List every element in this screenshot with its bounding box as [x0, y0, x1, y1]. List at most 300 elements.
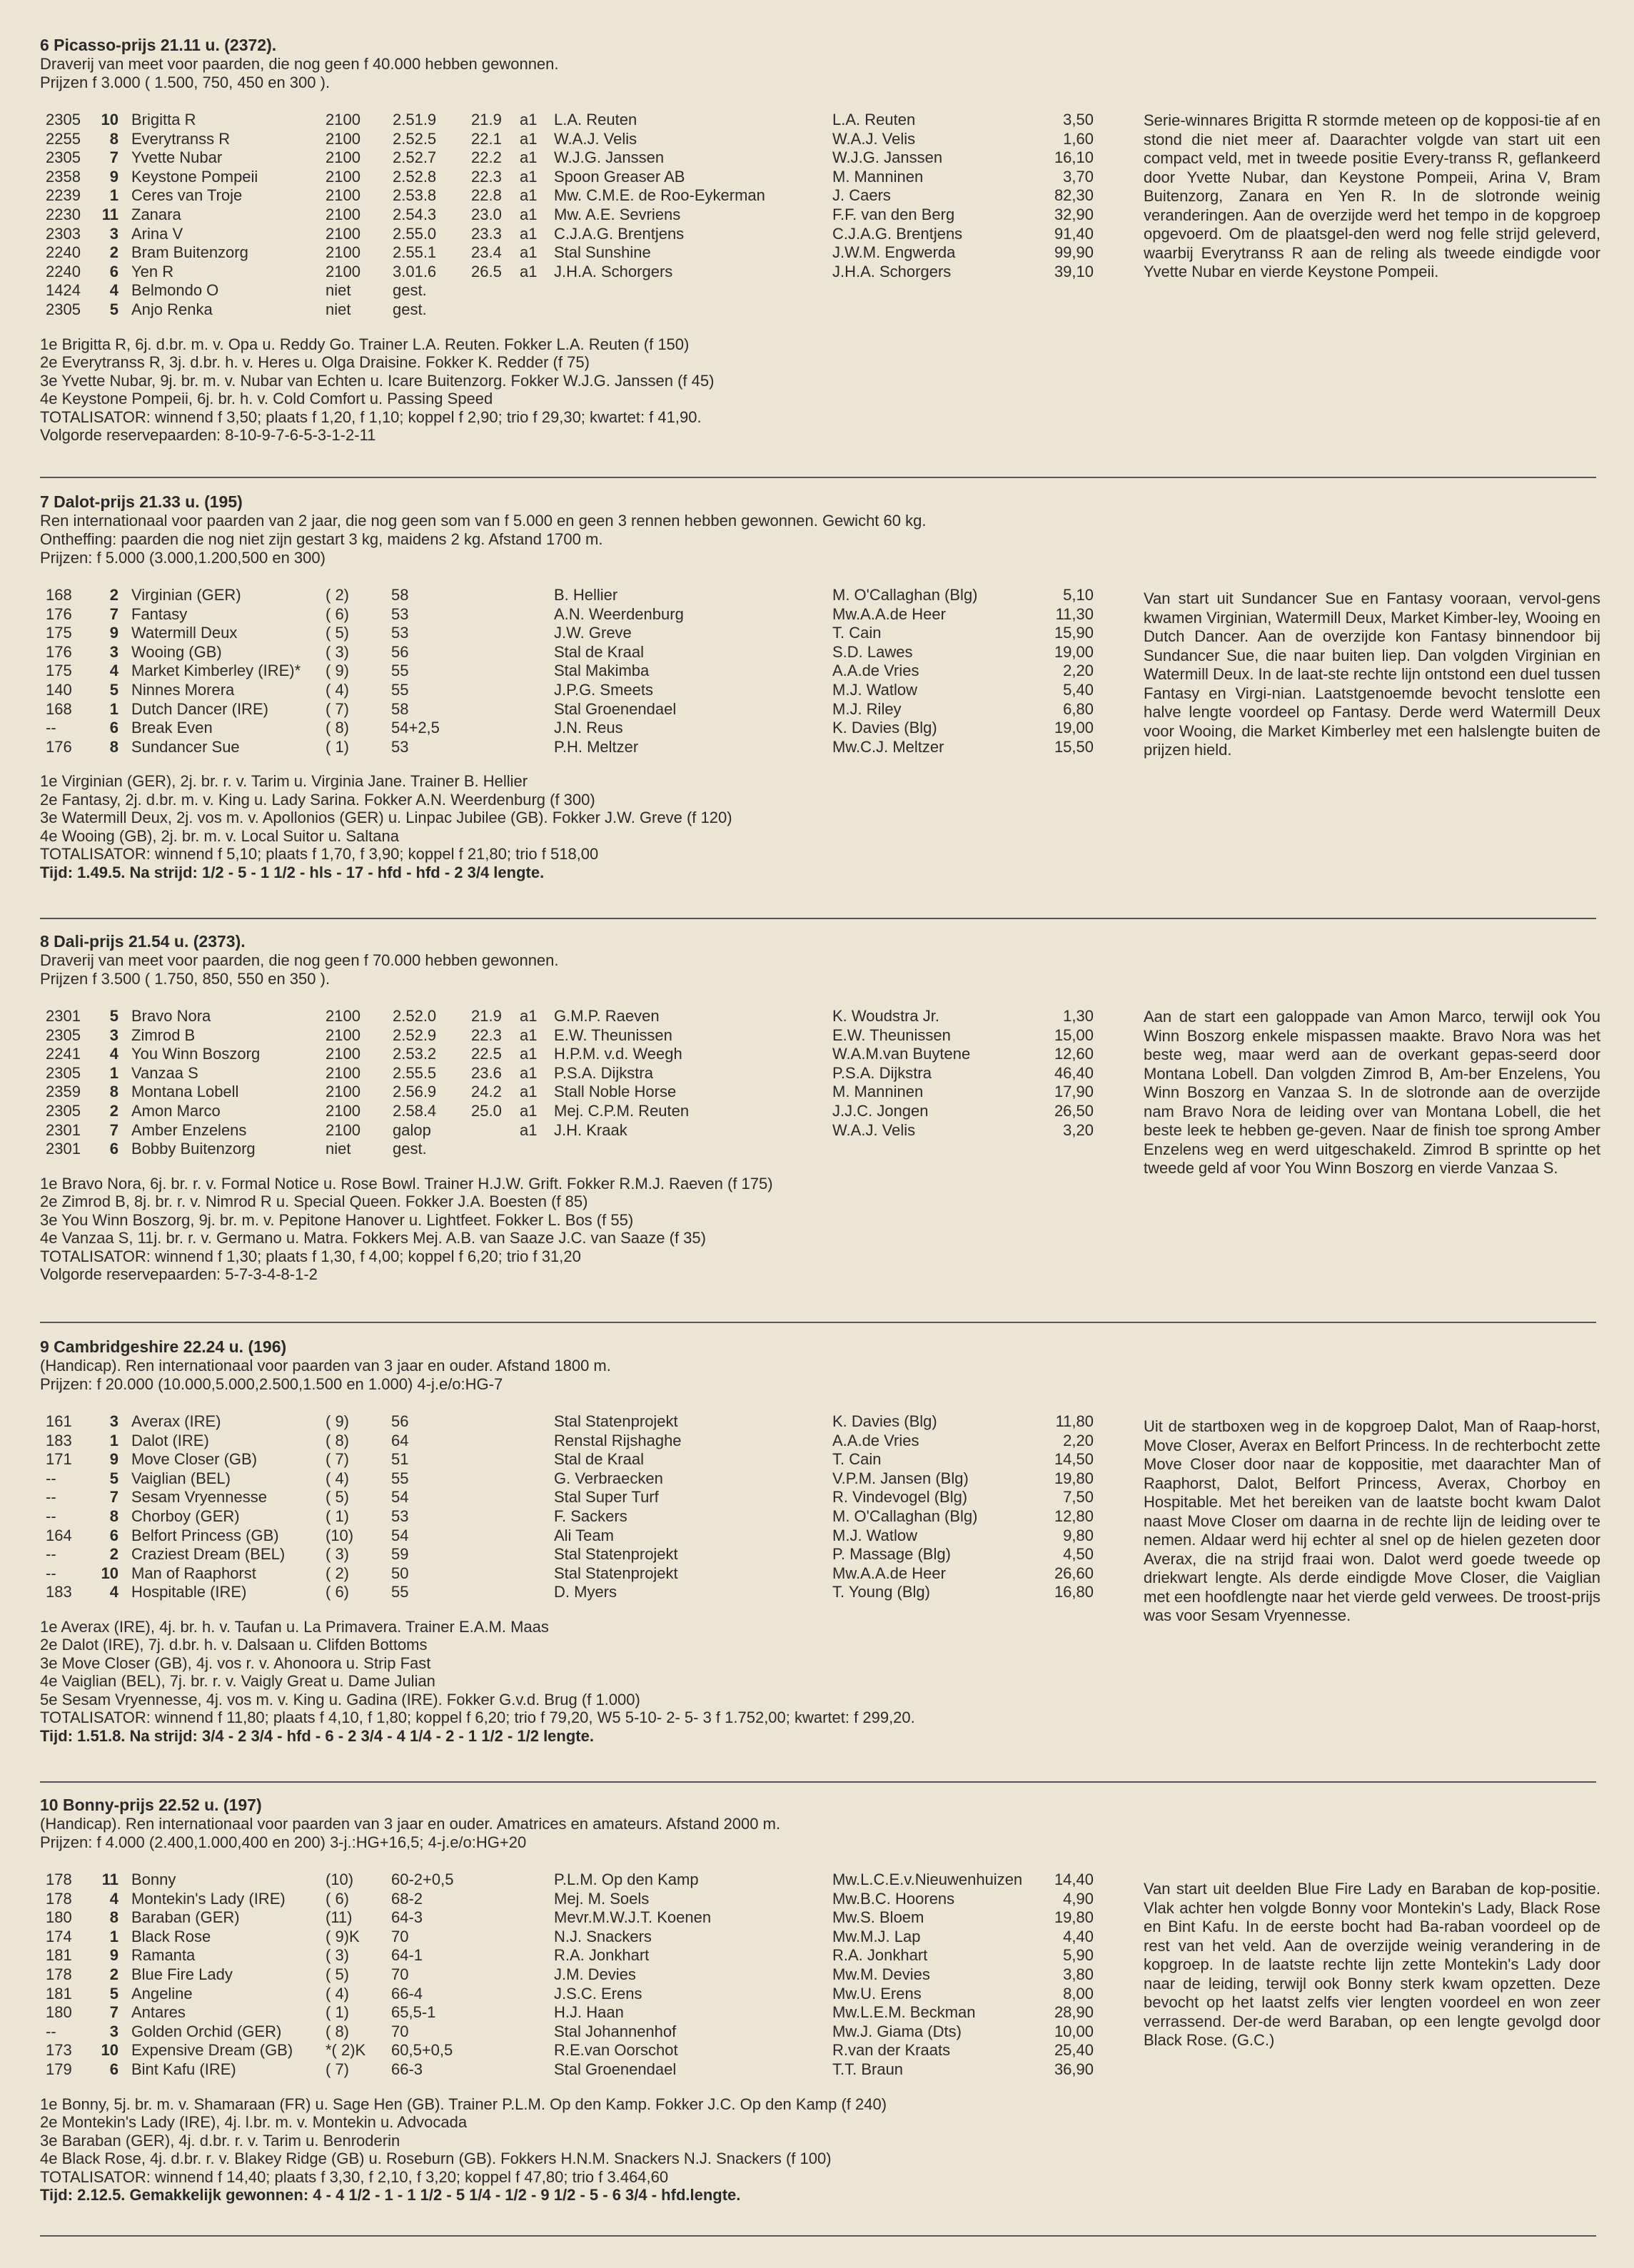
- owner: F. Sackers: [554, 1507, 627, 1525]
- jockey: Mw.J. Giama (Dts): [832, 2022, 962, 2040]
- start-number: 8: [109, 1083, 118, 1101]
- owner: J.H. Kraak: [554, 1120, 627, 1139]
- start-type: a1: [520, 1063, 538, 1082]
- weight: 65,5-1: [391, 2003, 436, 2022]
- note-line: TOTALISATOR: winnend f 11,80; plaats f 4,10, f 1,80; koppel f 6,20; trio f 79,20, W5 5-10- 2- 5- 3 f 1.752,00; kwartet: f 299,20.: [40, 1708, 915, 1727]
- jockey: T. Cain: [832, 624, 882, 642]
- start-number: 3: [109, 1026, 118, 1044]
- km-time: 21.9: [471, 1007, 502, 1025]
- owner: P.S.A. Dijkstra: [554, 1063, 653, 1082]
- distance: 2100: [326, 186, 360, 205]
- horse-name: Fantasy: [131, 604, 188, 623]
- jockey: Mw.M.J. Lap: [832, 1927, 921, 1945]
- horse-name: Ninnes Morera: [131, 680, 235, 699]
- horse-name: Black Rose: [131, 1927, 211, 1945]
- distance: 2100: [326, 111, 360, 128]
- time: 2.51.9: [393, 111, 437, 128]
- weight: 54: [391, 1488, 409, 1507]
- note-line: 2e Everytranss R, 3j. d.br. h. v. Heres u. Olga Draisine. Fokker K. Redder (f 75): [40, 353, 590, 372]
- km-time: 23.3: [471, 224, 502, 243]
- note-line: Volgorde reservepaarden: 8-10-9-7-6-5-3-1-2-11: [40, 426, 376, 445]
- post-position: ( 5): [326, 1488, 349, 1507]
- start-type: a1: [520, 167, 538, 186]
- start-type: a1: [520, 262, 538, 280]
- odds: 3,50: [1063, 111, 1094, 128]
- owner: R.A. Jonkhart: [554, 1946, 650, 1965]
- prev-race: --: [46, 1507, 56, 1525]
- prev-race: 2240: [46, 243, 81, 262]
- note-line: 4e Keystone Pompeii, 6j. br. h. v. Cold Comfort u. Passing Speed: [40, 390, 493, 408]
- horse-name: Vanzaa S: [131, 1063, 198, 1082]
- prev-race: 176: [46, 737, 72, 756]
- prev-race: 140: [46, 680, 72, 699]
- driver: W.A.J. Velis: [832, 129, 916, 148]
- race-notes: [40, 1618, 1596, 1746]
- owner: Stal Sunshine: [554, 243, 651, 262]
- odds: 36,90: [1054, 2060, 1094, 2078]
- odds: 4,50: [1063, 1545, 1094, 1564]
- start-number: 5: [109, 1984, 118, 2003]
- note-line: 3e Move Closer (GB), 4j. vos r. v. Ahonoora u. Strip Fast: [40, 1654, 431, 1672]
- km-time: 26.5: [471, 262, 502, 280]
- odds: 5,40: [1063, 680, 1094, 699]
- prev-race: 180: [46, 1908, 72, 1927]
- jockey: V.P.M. Jansen (Blg): [832, 1469, 969, 1487]
- start-number: 4: [109, 662, 118, 680]
- start-type: a1: [520, 1101, 538, 1120]
- odds: 16,10: [1054, 148, 1094, 167]
- jockey: T.T. Braun: [832, 2060, 904, 2078]
- distance: 2100: [326, 1083, 360, 1101]
- owner: Stal Johannenhof: [554, 2022, 677, 2040]
- horse-name: Dutch Dancer (IRE): [131, 699, 268, 718]
- horse-name: Anjo Renka: [131, 300, 213, 318]
- prev-race: 2305: [46, 300, 81, 318]
- odds: 8,00: [1063, 1984, 1094, 2003]
- post-position: ( 8): [326, 719, 349, 737]
- start-number: 1: [109, 186, 118, 205]
- driver: J. Caers: [832, 186, 891, 205]
- horse-name: Amon Marco: [131, 1101, 221, 1120]
- odds: 4,40: [1063, 1927, 1094, 1945]
- note-line: 3e Watermill Deux, 2j. vos m. v. Apollonios (GER) u. Linpac Jubilee (GB). Fokker J.W. Greve (f 120): [40, 809, 732, 827]
- start-number: 9: [109, 1946, 118, 1965]
- owner: H.J. Haan: [554, 2003, 624, 2022]
- odds: 3,70: [1063, 167, 1094, 186]
- odds: 15,50: [1054, 737, 1094, 756]
- race-conditions: Ren internationaal voor paarden van 2 jaar, die nog geen som van f 5.000 en geen 3 rennen hebben gewonnen. Gewicht 60 kg.: [40, 512, 927, 530]
- race-title: 10 Bonny-prijs 22.52 u. (197): [40, 1796, 262, 1814]
- start-number: 1: [109, 699, 118, 718]
- odds: 17,90: [1054, 1083, 1094, 1101]
- note-line: Volgorde reservepaarden: 5-7-3-4-8-1-2: [40, 1265, 318, 1284]
- note-line: 2e Dalot (IRE), 7j. d.br. h. v. Dalsaan u. Clifden Bottoms: [40, 1636, 428, 1654]
- owner: W.A.J. Velis: [554, 129, 637, 148]
- time-margins: Tijd: 1.49.5. Na strijd: 1/2 - 5 - 1 1/2 - hls - 17 - hfd - hfd - 2 3/4 lengte.: [40, 863, 545, 881]
- horse-name: Amber Enzelens: [131, 1120, 247, 1139]
- horse-name: Bravo Nora: [131, 1007, 211, 1025]
- prev-race: 183: [46, 1583, 72, 1601]
- horse-name: Arina V: [131, 224, 183, 243]
- distance: 2100: [326, 1101, 360, 1120]
- horse-name: Belfort Princess (GB): [131, 1526, 279, 1544]
- start-type: a1: [520, 243, 538, 262]
- note-line: 1e Virginian (GER), 2j. br. r. v. Tarim u. Virginia Jane. Trainer B. Hellier: [40, 772, 528, 791]
- time: 2.52.7: [393, 148, 437, 167]
- time: 2.52.5: [393, 129, 437, 148]
- jockey: Mw.L.C.E.v.Nieuwenhuizen: [832, 1870, 1023, 1888]
- race-commentary: Aan de start een galoppade van Amon Marco, terwijl ook You Winn Boszorg enkele mispassen maakte. Bravo Nora was het beste weg, maar werd aan de overkant gepas-seerd door Montana Lobell. Dan volgden Zimrod B, Am-ber Enzelens, You Winn Boszorg en Vanzaa S. In de slotronde aan de overzijde nam Bravo Nora de leiding over van Montana Lobell, die het beste leek te hebben ge-geven. Naar de finish toe sprong Amber Enzelens weg en werd uitgeschakeld. Zimrod B sprintte op het tweede geld af voor You Winn Boszorg en vierde Vanzaa S.: [1144, 1008, 1600, 1177]
- owner: W.J.G. Janssen: [554, 148, 665, 167]
- weight: 60-2+0,5: [391, 1870, 454, 1888]
- owner: Mej. C.P.M. Reuten: [554, 1101, 690, 1120]
- horse-name: Chorboy (GER): [131, 1507, 240, 1525]
- weight: 70: [391, 1965, 409, 1983]
- weight: 54: [391, 1526, 409, 1544]
- prev-race: 179: [46, 2060, 72, 2078]
- prev-race: 175: [46, 662, 72, 680]
- driver: P.S.A. Dijkstra: [832, 1063, 932, 1082]
- distance: 2100: [326, 262, 360, 280]
- prev-race: 2301: [46, 1140, 81, 1158]
- note-line: 4e Black Rose, 4j. d.br. r. v. Blakey Ridge (GB) u. Roseburn (GB). Fokkers H.N.M. Snackers N.J. Snackers (f 100): [40, 2150, 832, 2168]
- race-notes: [40, 335, 1596, 445]
- distance: niet: [326, 281, 351, 300]
- start-type: a1: [520, 205, 538, 223]
- driver: F.F. van den Berg: [832, 205, 955, 223]
- note-line: 4e Vanzaa S, 11j. br. r. v. Germano u. Matra. Fokkers Mej. A.B. van Saaze J.C. van Saaze (f 35): [40, 1229, 706, 1247]
- jockey: T. Young (Blg): [832, 1583, 930, 1601]
- driver: K. Woudstra Jr.: [832, 1007, 939, 1025]
- note-line: 1e Bonny, 5j. br. m. v. Shamaraan (FR) u. Sage Hen (GB). Trainer P.L.M. Op den Kamp. Fokker J.C. Op den Kamp (f 240): [40, 2095, 887, 2113]
- horse-name: Bint Kafu (IRE): [131, 2060, 236, 2078]
- horse-name: Dalot (IRE): [131, 1431, 209, 1449]
- horse-name: Brigitta R: [131, 111, 196, 128]
- owner: D. Myers: [554, 1583, 617, 1601]
- owner: N.J. Snackers: [554, 1927, 652, 1945]
- race-commentary: Van start uit Sundancer Sue en Fantasy vooraan, vervol-gens kwamen Virginian, Watermill Deux, Market Kimber-ley, Wooing en Dutch Dancer. Aan de overzijde kon Fantasy binnendoor bij Sundancer Sue, die naar buiten liep. Dan volgden Virginian en Watermill Deux. In de laat-ste rechte lijn ontstond een duel tussen Fantasy en Virgi-nian. Laatstgenoemde bevocht tenslotte een halve lengte voordeel op Fantasy. Derde werd Watermill Deux voor Wooing, die Market Kimberley met een halslengte buiten de prijzen hield.: [1144, 589, 1600, 759]
- owner: Stal Groenendael: [554, 699, 677, 718]
- jockey: A.A.de Vries: [832, 1431, 919, 1449]
- owner: Stal Groenendael: [554, 2060, 677, 2078]
- jockey: S.D. Lawes: [832, 642, 913, 661]
- odds: 26,50: [1054, 1101, 1094, 1120]
- prev-race: 164: [46, 1526, 72, 1544]
- race-commentary: Van start uit deelden Blue Fire Lady en Baraban de kop-positie. Vlak achter hen volgde Bonny voor Montekin's Lady, Black Rose en Bint Kafu. In de eerste bocht had Ba-raban voordeel op de rest van het veld. Aan de overzijde weinig verandering in de kopgroep. In de laatste rechte lijn zette Montekin's Lady door naar de leiding, terwijl ook Bonny sterk kwam opzetten. Deze bevocht op het laatst zelfs vier lengten voordeel en won zeer verrassend. Der-de werd Baraban, op een lengte gevolgd door Black Rose. (G.C.): [1144, 1880, 1600, 2049]
- jockey: M. O'Callaghan (Blg): [832, 1507, 978, 1525]
- distance: 2100: [326, 1063, 360, 1082]
- jockey: R. Vindevogel (Blg): [832, 1488, 968, 1507]
- start-number: 10: [101, 111, 118, 128]
- jockey: Mw.M. Devies: [832, 1965, 930, 1983]
- start-number: 8: [109, 737, 118, 756]
- horse-name: Ramanta: [131, 1946, 196, 1965]
- time-margins: Tijd: 2.12.5. Gemakkelijk gewonnen: 4 - 4 1/2 - 1 - 1 1/2 - 5 1/4 - 1/2 - 9 1/2 - 5 - 6 3/4 - hfd.lengte.: [40, 2186, 741, 2204]
- owner: Mej. M. Soels: [554, 1889, 650, 1908]
- odds: 99,90: [1054, 243, 1094, 262]
- distance: 2100: [326, 224, 360, 243]
- prev-race: --: [46, 2022, 56, 2040]
- horse-name: Virginian (GER): [131, 586, 241, 604]
- start-number: 6: [109, 262, 118, 280]
- odds: 39,10: [1054, 262, 1094, 280]
- odds: 14,40: [1054, 1870, 1094, 1888]
- time: 2.53.8: [393, 186, 437, 205]
- post-position: ( 8): [326, 1431, 349, 1449]
- post-position: ( 7): [326, 1450, 349, 1469]
- distance: 2100: [326, 167, 360, 186]
- note-line: 3e Baraban (GER), 4j. d.br. r. v. Tarim u. Benroderin: [40, 2131, 400, 2150]
- start-type: a1: [520, 224, 538, 243]
- post-position: ( 3): [326, 1946, 349, 1965]
- note-line: 1e Bravo Nora, 6j. br. r. v. Formal Notice u. Rose Bowl. Trainer H.J.W. Grift. Fokker R.M.J. Raeven (f 175): [40, 1174, 773, 1193]
- race-notes: [40, 2095, 1596, 2204]
- prev-race: 2239: [46, 186, 81, 205]
- driver: M. Manninen: [832, 1083, 924, 1101]
- odds: 19,80: [1054, 1908, 1094, 1927]
- driver: M. Manninen: [832, 167, 924, 186]
- post-position: (10): [326, 1870, 354, 1888]
- prev-race: 2240: [46, 262, 81, 280]
- start-number: 5: [109, 680, 118, 699]
- horse-name: Everytranss R: [131, 129, 231, 148]
- start-number: 9: [109, 1450, 118, 1469]
- start-number: 1: [109, 1927, 118, 1945]
- km-time: 22.8: [471, 186, 502, 205]
- post-position: ( 9)K: [326, 1927, 360, 1945]
- time: 2.58.4: [393, 1101, 437, 1120]
- post-position: ( 3): [326, 642, 349, 661]
- horse-name: Bram Buitenzorg: [131, 243, 248, 262]
- owner: J.W. Greve: [554, 624, 632, 642]
- start-number: 9: [109, 624, 118, 642]
- km-time: 23.6: [471, 1063, 502, 1082]
- horse-name: Zimrod B: [131, 1026, 196, 1044]
- horse-name: Blue Fire Lady: [131, 1965, 233, 1983]
- time: 2.53.2: [393, 1045, 437, 1063]
- prev-race: 173: [46, 2041, 72, 2060]
- odds: 46,40: [1054, 1063, 1094, 1082]
- owner: J.P.G. Smeets: [554, 680, 653, 699]
- odds: 5,90: [1063, 1946, 1094, 1965]
- prev-race: 168: [46, 699, 72, 718]
- weight: 50: [391, 1564, 409, 1582]
- time: 2.55.5: [393, 1063, 437, 1082]
- start-type: a1: [520, 1045, 538, 1063]
- table-row: [40, 281, 1596, 300]
- post-position: ( 1): [326, 1507, 349, 1525]
- start-number: 8: [109, 1507, 118, 1525]
- note-line: 4e Vaiglian (BEL), 7j. br. r. v. Vaigly Great u. Dame Julian: [40, 1672, 435, 1691]
- start-number: 7: [109, 2003, 118, 2022]
- owner: B. Hellier: [554, 586, 618, 604]
- start-number: 6: [109, 719, 118, 737]
- race-notes: [40, 1175, 1596, 1284]
- weight: 56: [391, 1412, 409, 1430]
- time: 2.56.9: [393, 1083, 437, 1101]
- weight: 64-1: [391, 1946, 423, 1965]
- note-line: 5e Sesam Vryennesse, 4j. vos m. v. King u. Gadina (IRE). Fokker G.v.d. Brug (f 1.000): [40, 1690, 640, 1708]
- odds: 19,00: [1054, 719, 1094, 737]
- odds: 16,80: [1054, 1583, 1094, 1601]
- start-number: 9: [109, 167, 118, 186]
- horse-name: Expensive Dream (GB): [131, 2041, 293, 2060]
- prev-race: 2359: [46, 1083, 81, 1101]
- jockey: Mw.S. Bloem: [832, 1908, 924, 1927]
- horse-name: Bobby Buitenzorg: [131, 1140, 256, 1158]
- post-position: ( 4): [326, 1469, 349, 1487]
- prev-race: --: [46, 1469, 56, 1487]
- post-position: ( 6): [326, 604, 349, 623]
- note-line: 2e Montekin's Lady (IRE), 4j. l.br. m. v. Montekin u. Advocada: [40, 2113, 468, 2132]
- prev-race: 176: [46, 604, 72, 623]
- race-conditions: Draverij van meet voor paarden, die nog geen f 40.000 hebben gewonnen.: [40, 55, 559, 73]
- odds: 12,80: [1054, 1507, 1094, 1525]
- weight: 55: [391, 662, 409, 680]
- km-time: 22.3: [471, 1026, 502, 1044]
- post-position: ( 6): [326, 1889, 349, 1908]
- weight: 59: [391, 1545, 409, 1564]
- post-position: ( 7): [326, 699, 349, 718]
- odds: 5,10: [1063, 586, 1094, 604]
- driver: J.J.C. Jongen: [832, 1101, 929, 1120]
- owner: Renstal Rijshaghe: [554, 1431, 682, 1449]
- post-position: ( 5): [326, 624, 349, 642]
- driver: W.A.J. Velis: [832, 1120, 916, 1139]
- time: gest.: [393, 300, 427, 318]
- horse-name: Zanara: [131, 205, 181, 223]
- start-type: a1: [520, 129, 538, 148]
- note-line: 1e Brigitta R, 6j. d.br. m. v. Opa u. Reddy Go. Trainer L.A. Reuten. Fokker L.A. Reuten (f 150): [40, 335, 690, 353]
- odds: 9,80: [1063, 1526, 1094, 1544]
- owner: C.J.A.G. Brentjens: [554, 224, 685, 243]
- start-number: 4: [109, 1889, 118, 1908]
- owner: Mw. A.E. Sevriens: [554, 205, 681, 223]
- prev-race: 2305: [46, 1026, 81, 1044]
- km-time: 21.9: [471, 111, 502, 128]
- jockey: M. O'Callaghan (Blg): [832, 586, 978, 604]
- start-type: a1: [520, 186, 538, 205]
- prev-race: 181: [46, 1946, 72, 1965]
- prev-race: --: [46, 1488, 56, 1507]
- race-commentary: Serie-winnares Brigitta R stormde meteen op de kopposi-tie af en stond die niet meer af. Daarachter volgde van start uit een compact veld, met in tweede positie Every-transs R, geflankeerd door Yvette Nubar, dan Keystone Pompeii, Arina V, Bram Buitenzorg, Zanara en Yen R. In de slotronde weinig veranderingen. Aan de overzijde werd het tempo in de kopgroep opgevoerd. Om de plaatsgel-den werd nog felle strijd geleverd, waarbij Everytranss R aan de reling als tweede eindigde voor Yvette Nubar en vierde Keystone Pompeii.: [1144, 111, 1600, 280]
- post-position: ( 7): [326, 2060, 349, 2078]
- start-number: 2: [109, 586, 118, 604]
- post-position: ( 9): [326, 662, 349, 680]
- horse-name: Watermill Deux: [131, 624, 238, 642]
- horse-name: Yvette Nubar: [131, 148, 223, 167]
- horse-name: Averax (IRE): [131, 1412, 221, 1430]
- start-type: a1: [520, 1007, 538, 1025]
- horse-name: Man of Raaphorst: [131, 1564, 256, 1582]
- race-conditions: Prijzen f 3.000 ( 1.500, 750, 450 en 300 ).: [40, 74, 331, 91]
- start-number: 3: [109, 224, 118, 243]
- owner: R.E.van Oorschot: [554, 2041, 678, 2060]
- odds: 11,80: [1055, 1412, 1094, 1430]
- jockey: Mw.L.E.M. Beckman: [832, 2003, 976, 2022]
- table-row: [40, 300, 1596, 320]
- driver: J.W.M. Engwerda: [832, 243, 956, 262]
- post-position: (11): [326, 1908, 353, 1927]
- note-line: 2e Fantasy, 2j. d.br. m. v. King u. Lady Sarina. Fokker A.N. Weerdenburg (f 300): [40, 790, 595, 809]
- weight: 53: [391, 737, 409, 756]
- km-time: 22.3: [471, 167, 502, 186]
- odds: 14,50: [1054, 1450, 1094, 1469]
- horse-name: Montekin's Lady (IRE): [131, 1889, 286, 1908]
- owner: J.S.C. Erens: [554, 1984, 642, 2003]
- start-number: 1: [109, 1063, 118, 1082]
- weight: 51: [391, 1450, 409, 1469]
- start-number: 5: [109, 300, 118, 318]
- post-position: ( 6): [326, 1583, 349, 1601]
- owner: Stal de Kraal: [554, 1450, 644, 1469]
- post-position: ( 4): [326, 680, 349, 699]
- prev-race: 2305: [46, 1101, 81, 1120]
- post-position: *( 2)K: [326, 2041, 366, 2060]
- distance: 2100: [326, 243, 360, 262]
- odds: 1,60: [1063, 129, 1094, 148]
- weight: 66-4: [391, 1984, 423, 2003]
- odds: 19,00: [1054, 642, 1094, 661]
- horse-name: Belmondo O: [131, 281, 219, 300]
- post-position: ( 4): [326, 1984, 349, 2003]
- time: 2.52.9: [393, 1026, 437, 1044]
- owner: Stal de Kraal: [554, 642, 644, 661]
- km-time: 22.5: [471, 1045, 502, 1063]
- distance: 2100: [326, 1007, 360, 1025]
- km-time: 24.2: [471, 1083, 502, 1101]
- start-number: 4: [109, 1045, 118, 1063]
- note-line: TOTALISATOR: winnend f 14,40; plaats f 3,30, f 2,10, f 3,20; koppel f 47,80; trio f 3.464,60: [40, 2167, 669, 2186]
- post-position: ( 1): [326, 737, 349, 756]
- odds: 32,90: [1054, 205, 1094, 223]
- prev-race: 2303: [46, 224, 81, 243]
- horse-name: Sundancer Sue: [131, 737, 240, 756]
- post-position: ( 5): [326, 1965, 349, 1983]
- horse-name: Montana Lobell: [131, 1083, 239, 1101]
- prev-race: 180: [46, 2003, 72, 2022]
- time: gest.: [393, 281, 427, 300]
- horse-name: Keystone Pompeii: [131, 167, 258, 186]
- odds: 15,90: [1054, 624, 1094, 642]
- time: 2.52.8: [393, 167, 437, 186]
- owner: Stall Noble Horse: [554, 1083, 677, 1101]
- odds: 11,30: [1055, 604, 1094, 623]
- weight: 54+2,5: [391, 719, 440, 737]
- prev-race: 2305: [46, 148, 81, 167]
- weight: 53: [391, 1507, 409, 1525]
- horse-name: Vaiglian (BEL): [131, 1469, 231, 1487]
- owner: G. Verbraecken: [554, 1469, 663, 1487]
- prev-race: --: [46, 719, 56, 737]
- distance: 2100: [326, 1026, 360, 1044]
- odds: 10,00: [1054, 2022, 1094, 2040]
- odds: 2,20: [1063, 662, 1094, 680]
- horse-name: Craziest Dream (BEL): [131, 1545, 286, 1564]
- prev-race: 181: [46, 1984, 72, 2003]
- section-divider: [40, 1781, 1596, 1783]
- jockey: Mw.A.A.de Heer: [832, 1564, 946, 1582]
- section-divider: [40, 1322, 1596, 1323]
- time: galop: [393, 1120, 431, 1139]
- owner: G.M.P. Raeven: [554, 1007, 660, 1025]
- weight: 58: [391, 586, 409, 604]
- horse-name: Baraban (GER): [131, 1908, 240, 1927]
- odds: 28,90: [1054, 2003, 1094, 2022]
- weight: 60,5+0,5: [391, 2041, 453, 2060]
- odds: 2,20: [1063, 1431, 1094, 1449]
- owner: Stal Statenprojekt: [554, 1545, 678, 1564]
